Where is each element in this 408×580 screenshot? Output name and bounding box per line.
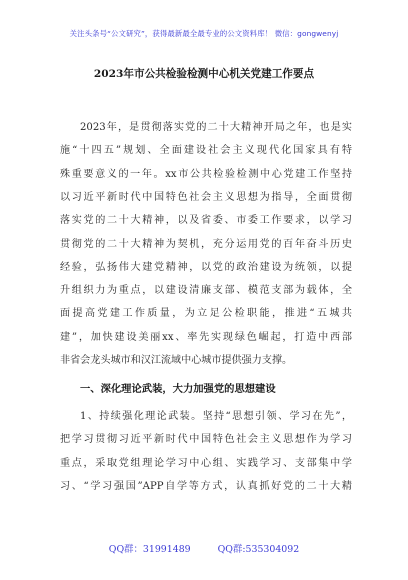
footer <box>0 541 408 555</box>
paragraph-line: 2023年，是贯彻落实党的二十大精神开局之年，也是实 <box>80 122 352 133</box>
paragraph-line: 把学习贯彻习近平新时代中国特色社会主义思想作为学习 <box>60 434 352 446</box>
paragraph-line: 重点，采取党组理论学习中心组、实践学习、支部集中学 <box>60 457 352 469</box>
paragraph-line: 殊重要意义的一年。xx市公共检验检测中心党建工作坚持 <box>60 168 352 180</box>
paragraph-line: 以习近平新时代中国特色社会主义思想为指导，全面贯彻 <box>60 191 352 203</box>
header-banner-text: 关注头条号“公文研究”，获得最新最全最专业的公文资料库！ 微信：gongwenyj <box>69 29 339 38</box>
document-title: 2023年市公共检验检测中心机关党建工作要点 <box>93 68 315 80</box>
paragraph-line: 贯彻党的二十大精神为契机，充分运用党的百年奋斗历史 <box>60 238 352 250</box>
header-banner <box>0 28 408 39</box>
footer-qq-group-2: QQ群:535304092 <box>217 544 300 555</box>
paragraph-line: 1、持续强化理论武装。坚持“思想引领、学习在先”， <box>80 411 352 422</box>
paragraph-line: 经验，弘扬伟大建党精神，以党的政治建设为统领，以提 <box>60 261 352 273</box>
paragraph-line: 落实党的二十大精神，以及省委、市委工作要求，以学习 <box>60 215 352 227</box>
footer-qq-group-1: QQ群：31991489 <box>108 544 191 555</box>
paragraph-line: 施“十四五”规划、全面建设社会主义现代化国家具有特 <box>60 145 352 157</box>
paragraph-line: 升组织力为重点，以建设清廉支部、模范支部为载体，全 <box>60 285 352 297</box>
paragraph-line: 非省会龙头城市和汉江流域中心城市提供强力支撑。 <box>60 355 293 366</box>
section-heading: 一、深化理论武装，大力加强党的思想建设 <box>80 383 276 395</box>
paragraph-line: 习、“学习强国”APP自学等方式，认真抓好党的二十大精 <box>60 480 352 492</box>
paragraph-line: 面提高党建工作质量，为立足公检职能，推进“五城共 <box>60 308 352 320</box>
paragraph-line: 建”，加快建设美丽xx、率先实现绿色崛起，打造中西部 <box>60 331 352 343</box>
